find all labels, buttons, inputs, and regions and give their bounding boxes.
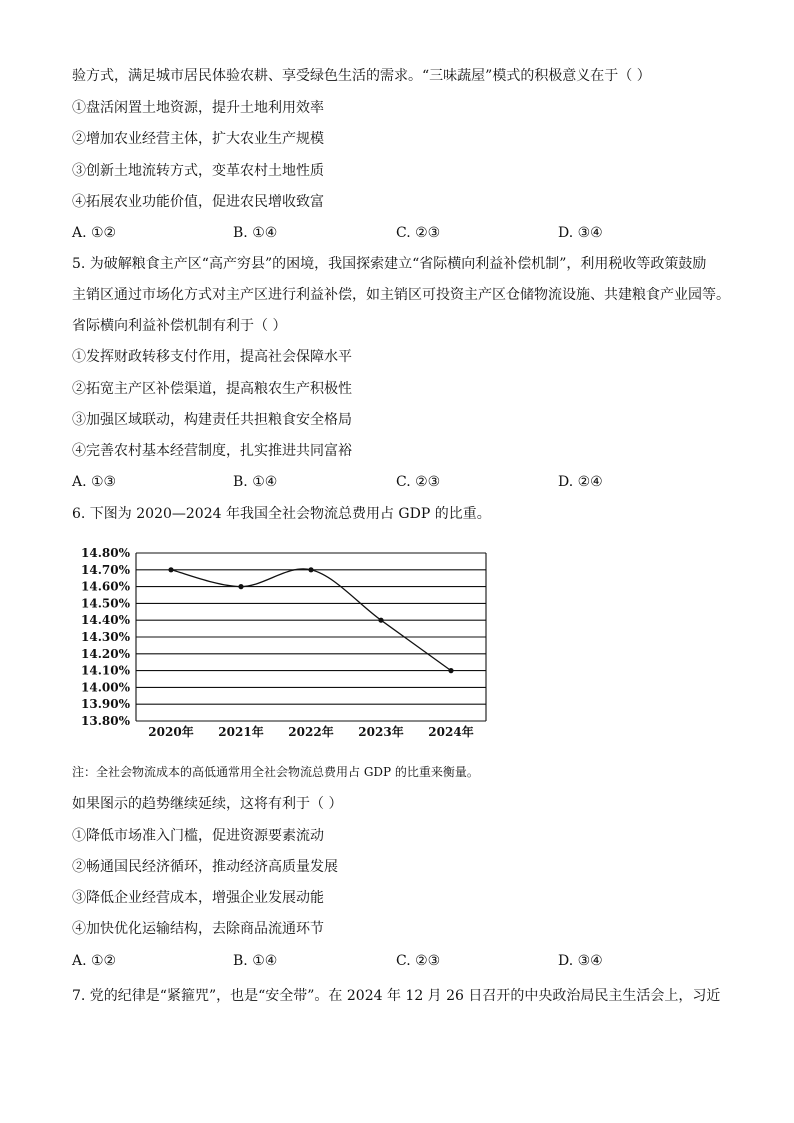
- y-tick-label: 14.50%: [81, 596, 130, 611]
- y-tick-label: 13.90%: [81, 697, 130, 712]
- q4-options: [72, 223, 732, 243]
- q5-item-3: ③加强区域联动，构建责任共担粮食安全格局: [72, 412, 352, 428]
- q5-option-b[interactable]: B. ①④: [233, 474, 278, 490]
- q4-option-b[interactable]: B. ①④: [233, 225, 278, 241]
- q6-option-a[interactable]: A. ①②: [72, 953, 117, 969]
- data-point: [448, 668, 453, 673]
- q6-stem: 6. 下图为 2020—2024 年我国全社会物流总费用占 GDP 的比重。: [72, 506, 491, 522]
- q5-stem-line-3: 省际横向利益补偿机制有利于（ ）: [72, 318, 287, 334]
- q5-option-c[interactable]: C. ②③: [396, 474, 441, 490]
- q4-item-3: ③创新土地流转方式，变革农村土地性质: [72, 163, 324, 179]
- x-tick-label: 2022年: [288, 725, 334, 739]
- q5-item-4: ④完善农村基本经营制度，扎实推进共同富裕: [72, 443, 352, 459]
- q6-option-c[interactable]: C. ②③: [396, 953, 441, 969]
- q6-item-4: ④加快优化运输结构，去除商品流通环节: [72, 921, 324, 937]
- data-point: [378, 618, 383, 623]
- q6-item-3: ③降低企业经营成本，增强企业发展动能: [72, 890, 324, 906]
- q4-option-d[interactable]: D. ③④: [558, 225, 603, 241]
- logistics-cost-line-chart: [68, 540, 498, 740]
- y-tick-label: 13.80%: [81, 714, 130, 728]
- y-tick-label: 14.20%: [81, 646, 130, 661]
- q6-item-1: ①降低市场准入门槛，促进资源要素流动: [72, 828, 324, 844]
- x-tick-label: 2021年: [218, 725, 264, 739]
- chart-x-tick-labels: [148, 724, 473, 739]
- q6-option-d[interactable]: D. ③④: [558, 953, 603, 969]
- q5-options: [72, 472, 732, 492]
- q4-item-4: ④拓展农业功能价值，促进农民增收致富: [72, 194, 324, 210]
- y-tick-label: 14.70%: [81, 562, 130, 577]
- q5-option-d[interactable]: D. ②④: [558, 474, 603, 490]
- q6-item-2: ②畅通国民经济循环，推动经济高质量发展: [72, 859, 338, 875]
- q5-item-1: ①发挥财政转移支付作用，提高社会保障水平: [72, 349, 352, 365]
- q4-item-2: ②增加农业经营主体，扩大农业生产规模: [72, 131, 324, 147]
- y-tick-label: 14.60%: [81, 579, 130, 594]
- chart-gridlines: [136, 553, 486, 721]
- chart-y-tick-labels: [81, 546, 131, 728]
- x-tick-label: 2020年: [148, 725, 194, 739]
- q5-stem-line-2: 主销区通过市场化方式对主产区进行利益补偿，如主销区可投资主产区仓储物流设施、共建粮食产业园等。: [72, 287, 730, 303]
- q5-option-a[interactable]: A. ①③: [72, 474, 117, 490]
- q5-item-2: ②拓宽主产区补偿渠道，提高粮农生产积极性: [72, 381, 352, 397]
- y-tick-label: 14.40%: [81, 613, 130, 628]
- data-point: [308, 567, 313, 572]
- q4-item-1: ①盘活闲置土地资源，提升土地利用效率: [72, 100, 324, 116]
- q6-options: [72, 951, 732, 971]
- data-point: [238, 584, 243, 589]
- q4-option-a[interactable]: A. ①②: [72, 225, 117, 241]
- q6-option-b[interactable]: B. ①④: [233, 953, 278, 969]
- q6-question: 如果图示的趋势继续延续，这将有利于（ ）: [72, 796, 343, 812]
- q7-stem: 7. 党的纪律是“紧箍咒”，也是“安全带”。在 2024 年 12 月 26 日召开的中央政治局民主生活会上，习近: [72, 988, 721, 1004]
- data-point: [168, 567, 173, 572]
- x-tick-label: 2024年: [428, 725, 474, 739]
- q6-note: 注：全社会物流成本的高低通常用全社会物流总费用占 GDP 的比重来衡量。: [72, 765, 479, 779]
- q4-option-c[interactable]: C. ②③: [396, 225, 441, 241]
- q4-stem-tail: 验方式，满足城市居民体验农耕、享受绿色生活的需求。“三味蔬屋”模式的积极意义在于（ ）: [72, 68, 651, 84]
- x-tick-label: 2023年: [358, 725, 404, 739]
- y-tick-label: 14.10%: [81, 663, 130, 678]
- y-tick-label: 14.00%: [81, 680, 130, 695]
- q5-stem-line-1: 5. 为破解粮食主产区“高产穷县”的困境，我国探索建立“省际横向利益补偿机制”，利用税收等政策鼓励: [72, 256, 707, 272]
- y-tick-label: 14.30%: [81, 630, 130, 644]
- y-tick-label: 14.80%: [81, 546, 130, 560]
